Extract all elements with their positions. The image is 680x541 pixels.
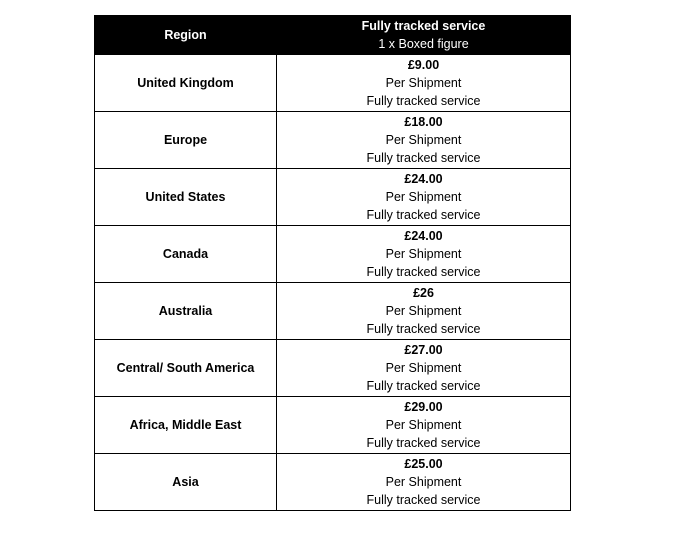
table-row <box>95 226 571 283</box>
price-unit: Per Shipment <box>385 247 462 261</box>
service-type: Fully tracked service <box>366 493 481 507</box>
service-type: Fully tracked service <box>366 208 481 222</box>
service-type: Fully tracked service <box>366 379 481 393</box>
region-cell: United States <box>95 169 277 226</box>
rate-cell <box>277 340 571 397</box>
table-row <box>95 112 571 169</box>
service-type: Fully tracked service <box>366 265 481 279</box>
table-row <box>95 340 571 397</box>
price-unit: Per Shipment <box>385 190 462 204</box>
region-cell: Africa, Middle East <box>95 397 277 454</box>
region-cell: Australia <box>95 283 277 340</box>
price: £27.00 <box>404 343 443 357</box>
service-column-title: Fully tracked service <box>361 19 486 33</box>
service-column-subtitle: 1 x Boxed figure <box>378 37 469 51</box>
region-cell: United Kingdom <box>95 55 277 112</box>
price: £18.00 <box>404 115 443 129</box>
rate-cell <box>277 169 571 226</box>
table-row <box>95 454 571 511</box>
rate-cell <box>277 55 571 112</box>
service-column-header <box>277 16 571 55</box>
price-unit: Per Shipment <box>385 133 462 147</box>
rate-cell <box>277 283 571 340</box>
price: £24.00 <box>404 172 443 186</box>
region-cell: Canada <box>95 226 277 283</box>
table-row <box>95 397 571 454</box>
price-unit: Per Shipment <box>385 76 462 90</box>
service-type: Fully tracked service <box>366 94 481 108</box>
price-unit: Per Shipment <box>385 418 462 432</box>
header-row <box>95 16 571 55</box>
service-type: Fully tracked service <box>366 322 481 336</box>
rate-cell <box>277 454 571 511</box>
table-row <box>95 169 571 226</box>
rate-cell <box>277 226 571 283</box>
table-row <box>95 283 571 340</box>
table-body <box>95 55 571 511</box>
table-header <box>95 16 571 55</box>
price-unit: Per Shipment <box>385 304 462 318</box>
service-type: Fully tracked service <box>366 151 481 165</box>
rate-cell <box>277 397 571 454</box>
region-cell: Europe <box>95 112 277 169</box>
region-cell: Asia <box>95 454 277 511</box>
region-cell: Central/ South America <box>95 340 277 397</box>
table-row <box>95 55 571 112</box>
price-unit: Per Shipment <box>385 361 462 375</box>
price: £24.00 <box>404 229 443 243</box>
price-unit: Per Shipment <box>385 475 462 489</box>
shipping-rates-table <box>94 15 571 511</box>
rate-cell <box>277 112 571 169</box>
price: £26 <box>413 286 434 300</box>
price: £9.00 <box>407 58 440 72</box>
region-column-header: Region <box>95 16 277 55</box>
service-type: Fully tracked service <box>366 436 481 450</box>
price: £29.00 <box>404 400 443 414</box>
price: £25.00 <box>404 457 443 471</box>
